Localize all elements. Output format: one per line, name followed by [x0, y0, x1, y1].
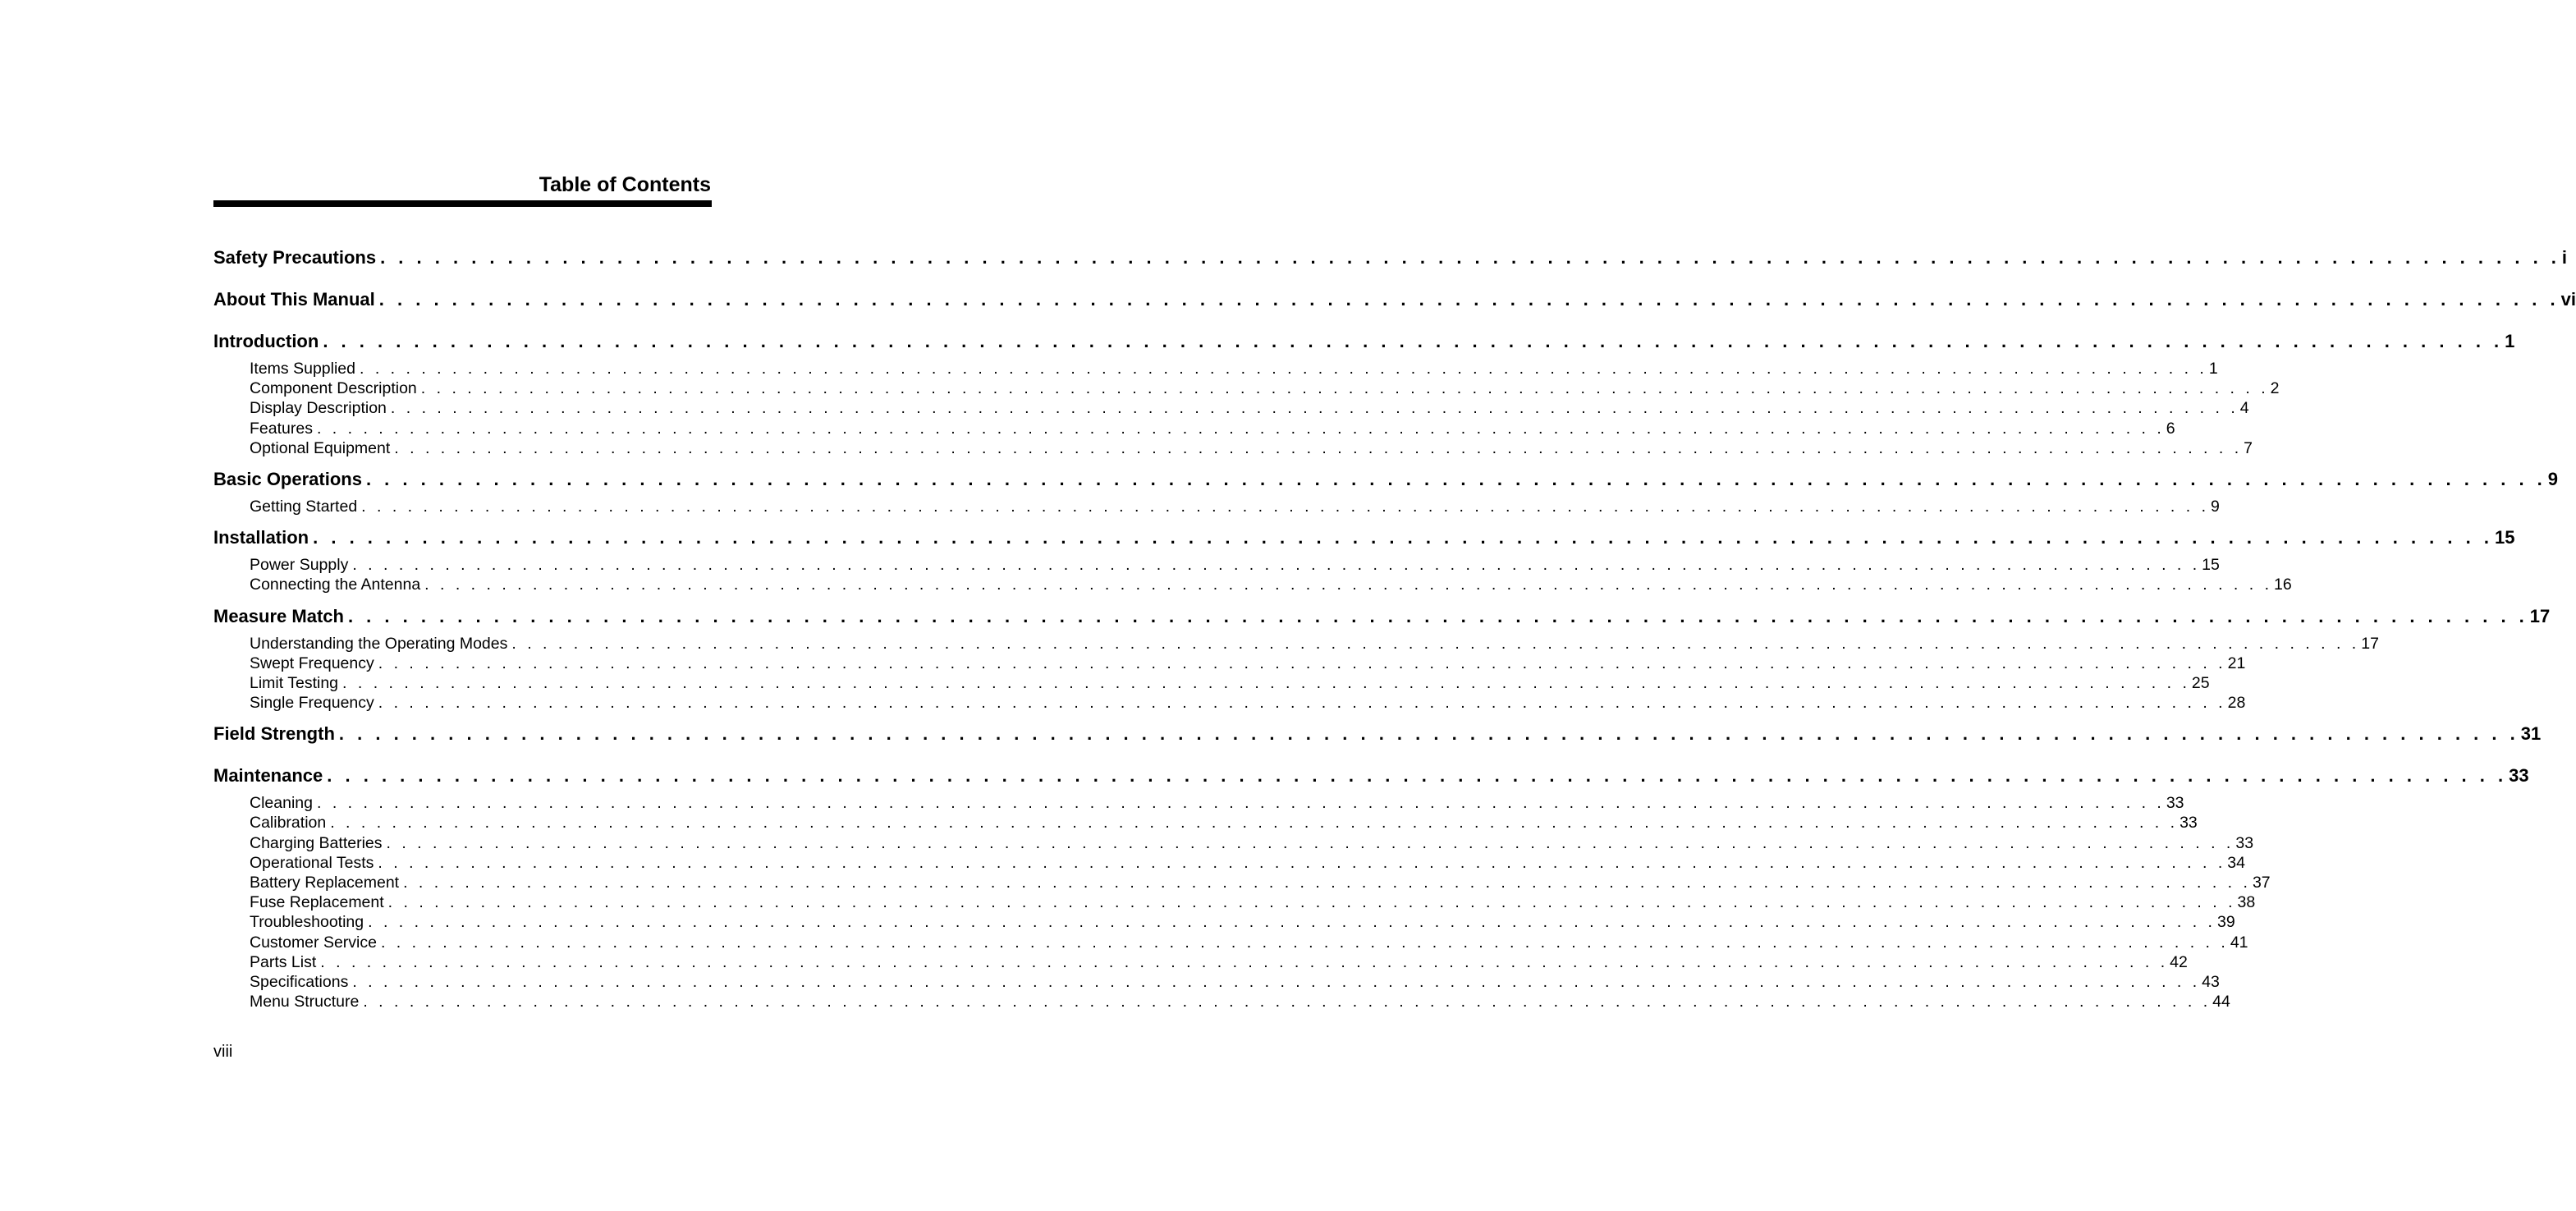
toc-subentry-label: Menu Structure: [250, 993, 360, 1011]
dot-leader: . . . . . . . . . . . . . . . . . . . . . . . . . . . . . . . . . . . . . . . . . . . . . . . . . . . . . . . . . . . . . . . . . . . . . . . . . . . . . . . . . . . . . . . . . . . . . . . . . . . . . . . . . . . . . . . . . . . . . . . .: [352, 556, 2201, 575]
toc-subentry-label: Optional Equipment: [250, 438, 391, 457]
dot-leader: . . . . . . . . . . . . . . . . . . . . . . . . . . . . . . . . . . . . . . . . . . . . . . . . . . . . . . . . . . . . . . . . . . . . . . . . . . . . . . . . . . . . . . . . . . . . . . . . . . . . . . . . . . . . . . . . . . . . . . . .: [380, 247, 2560, 268]
toc-section: [213, 287, 2576, 322]
toc-subentry[interactable]: [213, 634, 2379, 654]
toc-entry-page-number: i: [2561, 247, 2568, 268]
toc-subentry-page-number: 34: [2227, 853, 2245, 872]
toc-entry-page-number: 1: [2505, 331, 2515, 351]
toc-subentry[interactable]: [213, 853, 2245, 873]
toc-subentry-label: Customer Service: [250, 933, 377, 952]
toc-subentry-page-number: 42: [2170, 952, 2188, 971]
toc-subentry[interactable]: [213, 933, 2248, 952]
dot-leader: . . . . . . . . . . . . . . . . . . . . . . . . . . . . . . . . . . . . . . . . . . . . . . . . . . . . . . . . . . . . . . . . . . . . . . . . . . . . . . . . . . . . . . . . . . . . . . . . . . . . . . . . . . . . . . . . . . . . . . . .: [386, 833, 2235, 852]
toc-subentry-label: Items Supplied: [250, 360, 355, 378]
toc-subentry-page-number: 2: [2270, 379, 2280, 398]
toc-subentry-label: Calibration: [250, 814, 327, 833]
toc-subentry-label: Specifications: [250, 972, 349, 991]
dot-leader: . . . . . . . . . . . . . . . . . . . . . . . . . . . . . . . . . . . . . . . . . . . . . . . . . . . . . . . . . . . . . . . . . . . . . . . . . . . . . . . . . . . . . . . . . . . . . . . . . . . . . . . . . . . . . . . . . . . . . . . .: [394, 438, 2243, 457]
toc-entry-label: Measure Match: [213, 605, 344, 626]
toc-entry-page-number: 15: [2494, 527, 2515, 548]
toc-subentries: [213, 497, 2220, 516]
toc-subentry-label: Component Description: [250, 379, 417, 398]
toc-subentry[interactable]: [213, 992, 2230, 1011]
dot-leader: . . . . . . . . . . . . . . . . . . . . . . . . . . . . . . . . . . . . . . . . . . . . . . . . . . . . . . . . . . . . . . . . . . . . . . . . . . . . . . . . . . . . . . . . . . . . . . . . . . . . . . . . . . . . . . . . . . . . . . . .: [420, 379, 2269, 398]
toc-subentry-label: Understanding the Operating Modes: [250, 634, 508, 653]
toc-entry-label: About This Manual: [213, 289, 375, 310]
toc-subentry[interactable]: [213, 654, 2246, 673]
dot-leader: . . . . . . . . . . . . . . . . . . . . . . . . . . . . . . . . . . . . . . . . . . . . . . . . . . . . . . . . . . . . . . . . . . . . . . . . . . . . . . . . . . . . . . . . . . . . . . . . . . . . . . . . . . . . . . . . . . . . . . . .: [363, 993, 2212, 1011]
toc-entry-label: Basic Operations: [213, 468, 362, 489]
toc-entry[interactable]: [213, 245, 2568, 280]
toc-subentry-page-number: 1: [2208, 360, 2218, 378]
toc-entry-label: Safety Precautions: [213, 247, 377, 268]
dot-leader: . . . . . . . . . . . . . . . . . . . . . . . . . . . . . . . . . . . . . . . . . . . . . . . . . . . . . . . . . . . . . . . . . . . . . . . . . . . . . . . . . . . . . . . . . . . . . . . . . . . . . . . . . . . . . . . . . . . . . . . .: [511, 634, 2360, 653]
toc-entry-page-number: 9: [2547, 468, 2559, 489]
toc-subentry[interactable]: [213, 378, 2280, 398]
toc-subentry-page-number: 37: [2252, 874, 2271, 892]
dot-leader: . . . . . . . . . . . . . . . . . . . . . . . . . . . . . . . . . . . . . . . . . . . . . . . . . . . . . . . . . . . . . . . . . . . . . . . . . . . . . . . . . . . . . . . . . . . . . . . . . . . . . . . . . . . . . . . . . . . . . . . .: [361, 497, 2210, 516]
dot-leader: . . . . . . . . . . . . . . . . . . . . . . . . . . . . . . . . . . . . . . . . . . . . . . . . . . . . . . . . . . . . . . . . . . . . . . . . . . . . . . . . . . . . . . . . . . . . . . . . . . . . . . . . . . . . . . . . . . . . . . . .: [347, 605, 2528, 626]
toc-subentry[interactable]: [213, 952, 2188, 972]
toc-subentry-label: Fuse Replacement: [250, 893, 384, 912]
toc-section: [213, 466, 2559, 516]
table-of-contents: [213, 245, 2576, 1020]
dot-leader: . . . . . . . . . . . . . . . . . . . . . . . . . . . . . . . . . . . . . . . . . . . . . . . . . . . . . . . . . . . . . . . . . . . . . . . . . . . . . . . . . . . . . . . . . . . . . . . . . . . . . . . . . . . . . . . . . . . . . . . .: [313, 527, 2493, 548]
toc-subentry-label: Single Frequency: [250, 694, 374, 713]
page-number: viii: [213, 1043, 233, 1061]
dot-leader: . . . . . . . . . . . . . . . . . . . . . . . . . . . . . . . . . . . . . . . . . . . . . . . . . . . . . . . . . . . . . . . . . . . . . . . . . . . . . . . . . . . . . . . . . . . . . . . . . . . . . . . . . . . . . . . . . . . . . . . .: [368, 913, 2216, 932]
toc-entry-label: Installation: [213, 527, 309, 548]
toc-subentry-page-number: 15: [2202, 556, 2220, 575]
toc-entry-label: Maintenance: [213, 765, 323, 787]
dot-leader: . . . . . . . . . . . . . . . . . . . . . . . . . . . . . . . . . . . . . . . . . . . . . . . . . . . . . . . . . . . . . . . . . . . . . . . . . . . . . . . . . . . . . . . . . . . . . . . . . . . . . . . . . . . . . . . . . . . . . . . .: [327, 765, 2508, 787]
toc-subentry-page-number: 33: [2166, 794, 2184, 813]
toc-entry-label: Introduction: [213, 331, 319, 351]
dot-leader: . . . . . . . . . . . . . . . . . . . . . . . . . . . . . . . . . . . . . . . . . . . . . . . . . . . . . . . . . . . . . . . . . . . . . . . . . . . . . . . . . . . . . . . . . . . . . . . . . . . . . . . . . . . . . . . . . . . . . . . .: [378, 853, 2226, 872]
toc-subentry-label: Charging Batteries: [250, 833, 383, 852]
toc-subentry[interactable]: [213, 892, 2256, 912]
toc-subentry-page-number: 38: [2237, 893, 2256, 912]
dot-leader: . . . . . . . . . . . . . . . . . . . . . . . . . . . . . . . . . . . . . . . . . . . . . . . . . . . . . . . . . . . . . . . . . . . . . . . . . . . . . . . . . . . . . . . . . . . . . . . . . . . . . . . . . . . . . . . . . . . . . . . .: [387, 893, 2236, 912]
dot-leader: . . . . . . . . . . . . . . . . . . . . . . . . . . . . . . . . . . . . . . . . . . . . . . . . . . . . . . . . . . . . . . . . . . . . . . . . . . . . . . . . . . . . . . . . . . . . . . . . . . . . . . . . . . . . . . . . . . . . . . . .: [320, 952, 2169, 971]
dot-leader: . . . . . . . . . . . . . . . . . . . . . . . . . . . . . . . . . . . . . . . . . . . . . . . . . . . . . . . . . . . . . . . . . . . . . . . . . . . . . . . . . . . . . . . . . . . . . . . . . . . . . . . . . . . . . . . . . . . . . . . .: [378, 654, 2226, 672]
toc-entry[interactable]: [213, 287, 2576, 322]
toc-subentry-page-number: 33: [2235, 833, 2254, 852]
toc-subentry[interactable]: [213, 419, 2175, 438]
toc-subentry[interactable]: [213, 555, 2220, 575]
toc-subentry-page-number: 33: [2180, 814, 2198, 833]
dot-leader: . . . . . . . . . . . . . . . . . . . . . . . . . . . . . . . . . . . . . . . . . . . . . . . . . . . . . . . . . . . . . . . . . . . . . . . . . . . . . . . . . . . . . . . . . . . . . . . . . . . . . . . . . . . . . . . . . . . . . . . .: [342, 673, 2190, 692]
toc-subentry-page-number: 41: [2230, 933, 2248, 952]
toc-subentries: [213, 634, 2379, 713]
toc-subentry-page-number: 28: [2227, 694, 2246, 713]
toc-section: [213, 603, 2551, 713]
toc-subentry[interactable]: [213, 359, 2218, 378]
toc-section: [213, 525, 2515, 594]
toc-subentry-page-number: 39: [2216, 913, 2235, 932]
toc-subentry-page-number: 6: [2166, 419, 2175, 438]
dot-leader: . . . . . . . . . . . . . . . . . . . . . . . . . . . . . . . . . . . . . . . . . . . . . . . . . . . . . . . . . . . . . . . . . . . . . . . . . . . . . . . . . . . . . . . . . . . . . . . . . . . . . . . . . . . . . . . . . . . . . . . .: [338, 723, 2519, 745]
toc-subentry[interactable]: [213, 833, 2254, 853]
toc-subentry[interactable]: [213, 673, 2210, 693]
toc-subentry-label: Parts List: [250, 952, 317, 971]
toc-subentries: [213, 793, 2271, 1011]
toc-subentry-label: Display Description: [250, 399, 387, 418]
toc-subentries: [213, 555, 2292, 594]
toc-subentry-page-number: 16: [2274, 576, 2292, 594]
dot-leader: . . . . . . . . . . . . . . . . . . . . . . . . . . . . . . . . . . . . . . . . . . . . . . . . . . . . . . . . . . . . . . . . . . . . . . . . . . . . . . . . . . . . . . . . . . . . . . . . . . . . . . . . . . . . . . . . . . . . . . . .: [316, 794, 2165, 813]
dot-leader: . . . . . . . . . . . . . . . . . . . . . . . . . . . . . . . . . . . . . . . . . . . . . . . . . . . . . . . . . . . . . . . . . . . . . . . . . . . . . . . . . . . . . . . . . . . . . . . . . . . . . . . . . . . . . . . . . . . . . . . .: [330, 814, 2179, 833]
toc-subentry-page-number: 7: [2244, 438, 2253, 457]
dot-leader: . . . . . . . . . . . . . . . . . . . . . . . . . . . . . . . . . . . . . . . . . . . . . . . . . . . . . . . . . . . . . . . . . . . . . . . . . . . . . . . . . . . . . . . . . . . . . . . . . . . . . . . . . . . . . . . . . . . . . . . .: [323, 331, 2504, 351]
toc-subentry[interactable]: [213, 575, 2292, 594]
dot-leader: . . . . . . . . . . . . . . . . . . . . . . . . . . . . . . . . . . . . . . . . . . . . . . . . . . . . . . . . . . . . . . . . . . . . . . . . . . . . . . . . . . . . . . . . . . . . . . . . . . . . . . . . . . . . . . . . . . . . . . . .: [378, 694, 2226, 713]
toc-subentry-label: Connecting the Antenna: [250, 576, 421, 594]
toc-subentry-page-number: 25: [2191, 673, 2210, 692]
dot-leader: . . . . . . . . . . . . . . . . . . . . . . . . . . . . . . . . . . . . . . . . . . . . . . . . . . . . . . . . . . . . . . . . . . . . . . . . . . . . . . . . . . . . . . . . . . . . . . . . . . . . . . . . . . . . . . . . . . . . . . . .: [380, 933, 2229, 952]
toc-subentry[interactable]: [213, 873, 2271, 892]
toc-entry-page-number: 31: [2520, 723, 2542, 745]
toc-subentry[interactable]: [213, 497, 2220, 516]
toc-entry-page-number: vi: [2560, 289, 2576, 310]
toc-subentry-label: Swept Frequency: [250, 654, 374, 672]
toc-subentry-label: Cleaning: [250, 794, 313, 813]
toc-subentry-page-number: 4: [2239, 399, 2249, 418]
dot-leader: . . . . . . . . . . . . . . . . . . . . . . . . . . . . . . . . . . . . . . . . . . . . . . . . . . . . . . . . . . . . . . . . . . . . . . . . . . . . . . . . . . . . . . . . . . . . . . . . . . . . . . . . . . . . . . . . . . . . . . . .: [424, 576, 2273, 594]
toc-subentry[interactable]: [213, 793, 2184, 813]
toc-subentry-label: Power Supply: [250, 556, 349, 575]
toc-subentry[interactable]: [213, 813, 2198, 833]
toc-entry-page-number: 33: [2509, 765, 2529, 787]
toc-subentry[interactable]: [213, 438, 2253, 458]
toc-entry-label: Field Strength: [213, 723, 335, 745]
toc-subentry[interactable]: [213, 972, 2220, 992]
toc-entry[interactable]: [213, 721, 2542, 756]
toc-subentry[interactable]: [213, 693, 2246, 713]
toc-subentry-label: Battery Replacement: [250, 874, 400, 892]
dot-leader: . . . . . . . . . . . . . . . . . . . . . . . . . . . . . . . . . . . . . . . . . . . . . . . . . . . . . . . . . . . . . . . . . . . . . . . . . . . . . . . . . . . . . . . . . . . . . . . . . . . . . . . . . . . . . . . . . . . . . . . .: [352, 972, 2201, 991]
toc-subentry[interactable]: [213, 398, 2249, 418]
dot-leader: . . . . . . . . . . . . . . . . . . . . . . . . . . . . . . . . . . . . . . . . . . . . . . . . . . . . . . . . . . . . . . . . . . . . . . . . . . . . . . . . . . . . . . . . . . . . . . . . . . . . . . . . . . . . . . . . . . . . . . . .: [365, 468, 2546, 489]
toc-subentry-label: Troubleshooting: [250, 913, 364, 932]
toc-subentry-label: Limit Testing: [250, 673, 339, 692]
toc-subentry[interactable]: [213, 912, 2235, 932]
dot-leader: . . . . . . . . . . . . . . . . . . . . . . . . . . . . . . . . . . . . . . . . . . . . . . . . . . . . . . . . . . . . . . . . . . . . . . . . . . . . . . . . . . . . . . . . . . . . . . . . . . . . . . . . . . . . . . . . . . . . . . . .: [360, 360, 2207, 378]
toc-entry-page-number: 17: [2529, 605, 2551, 626]
toc-subentry-page-number: 9: [2211, 497, 2220, 516]
toc-subentry-page-number: 43: [2202, 972, 2220, 991]
toc-subentry-page-number: 21: [2227, 654, 2246, 672]
dot-leader: . . . . . . . . . . . . . . . . . . . . . . . . . . . . . . . . . . . . . . . . . . . . . . . . . . . . . . . . . . . . . . . . . . . . . . . . . . . . . . . . . . . . . . . . . . . . . . . . . . . . . . . . . . . . . . . . . . . . . . . .: [316, 419, 2165, 438]
title-rule: [213, 200, 712, 207]
toc-subentry-label: Getting Started: [250, 497, 358, 516]
toc-subentry-label: Operational Tests: [250, 853, 374, 872]
dot-leader: . . . . . . . . . . . . . . . . . . . . . . . . . . . . . . . . . . . . . . . . . . . . . . . . . . . . . . . . . . . . . . . . . . . . . . . . . . . . . . . . . . . . . . . . . . . . . . . . . . . . . . . . . . . . . . . . . . . . . . . .: [378, 289, 2560, 310]
toc-subentries: [213, 359, 2280, 458]
toc-subentry-page-number: 17: [2361, 634, 2379, 653]
page-title: Table of Contents: [539, 173, 711, 196]
toc-section: [213, 763, 2529, 1011]
toc-subentry-page-number: 44: [2212, 993, 2230, 1011]
toc-section: [213, 328, 2515, 458]
toc-section: [213, 721, 2542, 756]
dot-leader: . . . . . . . . . . . . . . . . . . . . . . . . . . . . . . . . . . . . . . . . . . . . . . . . . . . . . . . . . . . . . . . . . . . . . . . . . . . . . . . . . . . . . . . . . . . . . . . . . . . . . . . . . . . . . . . . . . . . . . . .: [403, 874, 2251, 892]
toc-subentry-label: Features: [250, 419, 313, 438]
dot-leader: . . . . . . . . . . . . . . . . . . . . . . . . . . . . . . . . . . . . . . . . . . . . . . . . . . . . . . . . . . . . . . . . . . . . . . . . . . . . . . . . . . . . . . . . . . . . . . . . . . . . . . . . . . . . . . . . . . . . . . . .: [390, 399, 2239, 418]
toc-section: [213, 245, 2568, 280]
